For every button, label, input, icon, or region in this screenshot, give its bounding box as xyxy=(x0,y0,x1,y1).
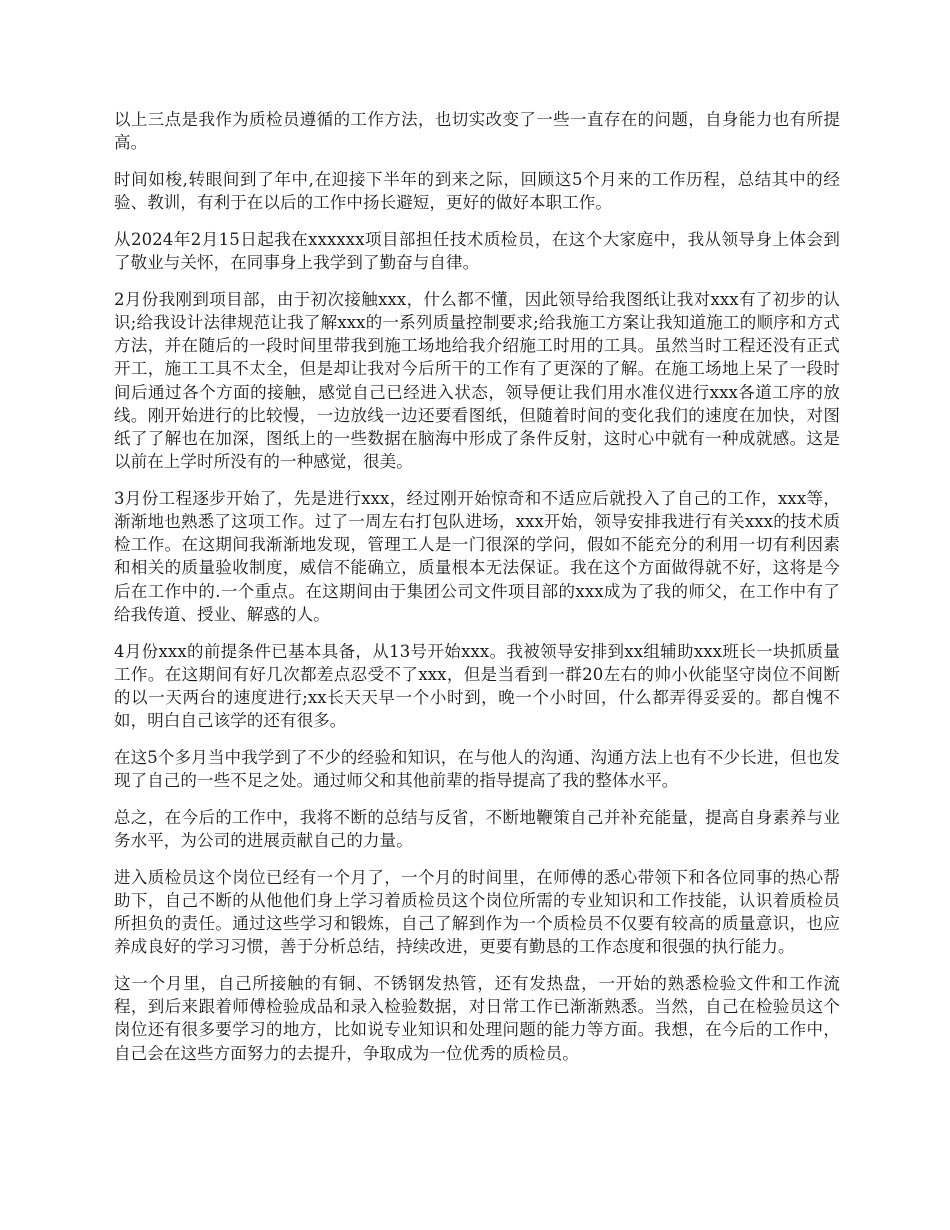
paragraph-1: 以上三点是我作为质检员遵循的工作方法，也切实改变了一些一直存在的问题，自身能力也有所提高。 xyxy=(114,110,840,153)
paragraph-4: 2月份我刚到项目部，由于初次接触xxx，什么都不懂，因此领导给我图纸让我对xxx有了初步的认识;给我设计法律规范让我了解xxx的一系列质量控制要求;给我施工方案让我知道施工的顺序和方式方法，并在随后的一段时间里带我到施工场地给我介绍施工时用的工具。虽然当时工程还没有正式开工，施工工具不太全，但是却让我对今后所干的工作有了更深的了解。在施工场地上呆了一段时间后通过各个方面的接触，感觉自己已经进入状态，领导便让我们用水准仪进行xxx各道工序的放线。刚开始进行的比较慢，一边放线一边还要看图纸，但随着时间的变化我们的速度在加快，对图纸了了解也在加深，图纸上的一些数据在脑海中形成了条件反射，这时心中就有一种成就感。这是以前在上学时所没有的一种感觉，很美。 xyxy=(114,289,840,472)
paragraph-10: 这一个月里，自己所接触的有铜、不锈钢发热管，还有发热盘，一开始的熟悉检验文件和工作流程，到后来跟着师傅检验成品和录入检验数据，对日常工作已渐渐熟悉。当然，自己在检验员这个岗位还有很多要学习的地方，比如说专业知识和处理问题的能力等方面。我想，在今后的工作中，自己会在这些方面努力的去提升，争取成为一位优秀的质检员。 xyxy=(114,974,840,1063)
paragraph-9: 进入质检员这个岗位已经有一个月了，一个月的时间里，在师傅的悉心带领下和各位同事的热心帮助下，自己不断的从他他们身上学习着质检员这个岗位所需的专业知识和工作技能，认识着质检员所担负的责任。通过这些学习和锻炼，自己了解到作为一个质检员不仅要有较高的质量意识，也应养成良好的学习习惯，善于分析总结，持续改进，更要有勤恳的工作态度和很强的执行能力。 xyxy=(114,867,840,957)
paragraph-6: 4月份xxx的前提条件已基本具备，从13号开始xxx。我被领导安排到xx组辅助xxx班长一块抓质量工作。在这期间有好几次都差点忍受不了xxx，但是当看到一群20左右的帅小伙能坚守岗位不间断的以一天两台的速度进行;xx长天天早一个小时到，晚一个小时回，什么都弄得妥妥的。都自愧不如，明白自己该学的还有很多。 xyxy=(114,641,840,731)
paragraph-8: 总之，在今后的工作中，我将不断的总结与反省，不断地鞭策自己并补充能量，提高自身素养与业务水平，为公司的进展贡献自己的力量。 xyxy=(114,807,840,850)
document-body xyxy=(114,108,840,1065)
paragraph-3: 从2024年2月15日起我在xxxxxx项目部担任技术质检员，在这个大家庭中，我从领导身上体会到了敬业与关怀，在同事身上我学到了勤奋与自律。 xyxy=(114,229,840,273)
paragraph-5: 3月份工程逐步开始了，先是进行xxx，经过刚开始惊奇和不适应后就投入了自己的工作，xxx等，渐渐地也熟悉了这项工作。过了一周左右打包队进场，xxx开始，领导安排我进行有关xxx的技术质检工作。在这期间我渐渐地发现，管理工人是一门很深的学问，假如不能充分的利用一切有利因素和相关的质量验收制度，威信不能确立，质量根本无法保证。我在这个方面做得就不好，这将是今后在工作中的.一个重点。在这期间由于集团公司文件项目部的xxx成为了我的师父，在工作中有了给我传道、授业、解惑的人。 xyxy=(114,488,840,624)
paragraph-2: 时间如梭,转眼间到了年中,在迎接下半年的到来之际，回顾这5个月来的工作历程，总结其中的经验、教训，有利于在以后的工作中扬长避短，更好的做好本职工作。 xyxy=(114,169,840,213)
paragraph-7: 在这5个多月当中我学到了不少的经验和知识，在与他人的沟通、沟通方法上也有不少长进，但也发现了自己的一些不足之处。通过师父和其他前辈的指导提高了我的整体水平。 xyxy=(114,747,840,791)
